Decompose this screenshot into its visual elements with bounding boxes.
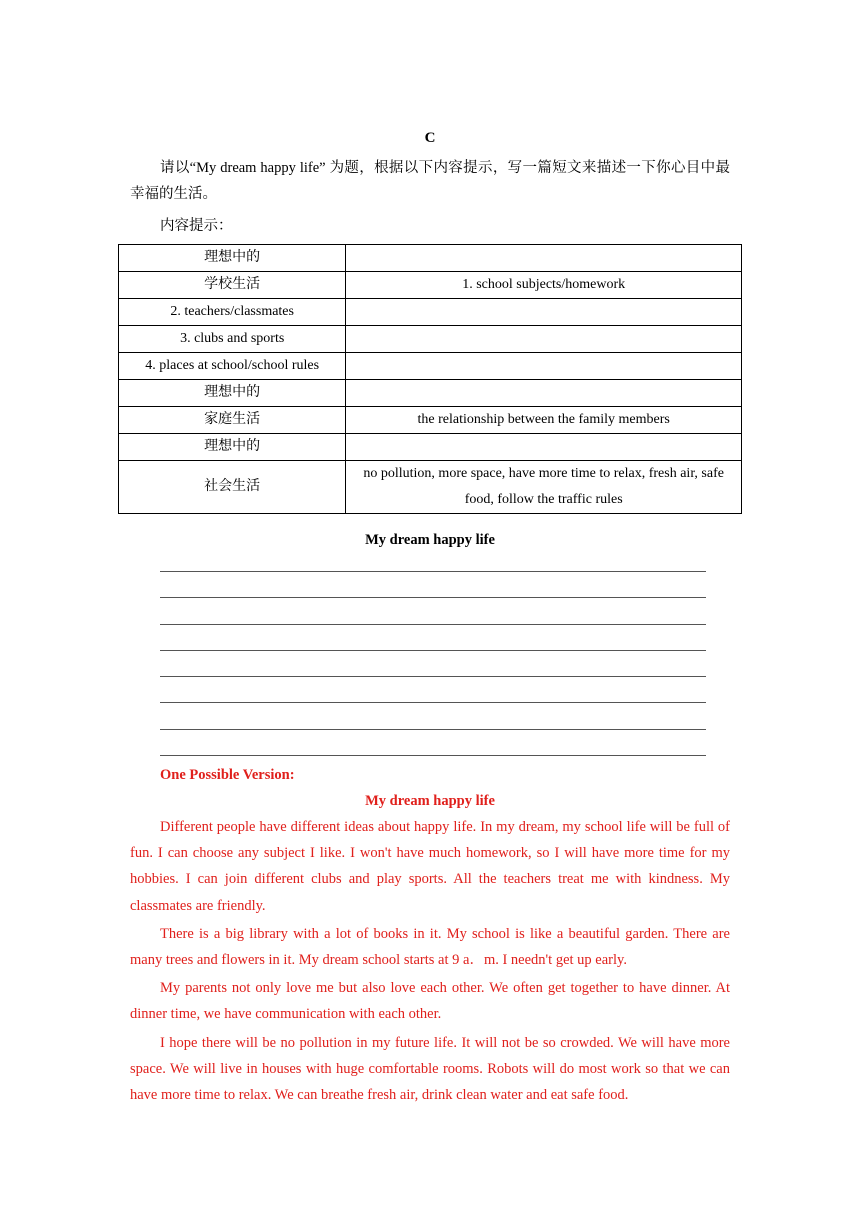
writing-prompt: 请以“My dream happy life” 为题，根据以下内容提示，写一篇短文来描述一下你心目中最幸福的生活。 bbox=[130, 160, 730, 202]
hints-table bbox=[118, 244, 742, 514]
table-cell: 学校生活 bbox=[119, 272, 346, 299]
table-cell bbox=[346, 326, 742, 353]
table-cell: 家庭生活 bbox=[119, 407, 346, 434]
table-cell bbox=[346, 434, 742, 461]
table-cell: 2. teachers/classmates bbox=[119, 299, 346, 326]
writing-line bbox=[160, 702, 706, 703]
writing-lines bbox=[160, 571, 706, 781]
table-row bbox=[119, 407, 742, 434]
table-row bbox=[119, 461, 742, 514]
table-row bbox=[119, 245, 742, 272]
writing-line bbox=[160, 676, 706, 677]
table-row bbox=[119, 353, 742, 380]
table-cell: no pollution, more space, have more time to relax, fresh air, safe food, follow the traffic rules bbox=[346, 461, 742, 514]
writing-line bbox=[160, 597, 706, 598]
answer-paragraph: Different people have different ideas about happy life. In my dream, my school life will be full of fun. I can choose any subject I like. I won't have much homework, so I will have more time for my hobbies. I can join different clubs and play sports. All the teachers treat me with kindness. My classmates are friendly. bbox=[130, 819, 730, 914]
table-cell: 理想中的 bbox=[119, 434, 346, 461]
section-letter: C bbox=[424, 130, 436, 146]
writing-line bbox=[160, 624, 706, 625]
writing-line bbox=[160, 571, 706, 572]
table-row bbox=[119, 299, 742, 326]
table-cell: 4. places at school/school rules bbox=[119, 353, 346, 380]
answer-body bbox=[130, 814, 730, 1110]
table-row bbox=[119, 434, 742, 461]
table-cell bbox=[346, 353, 742, 380]
writing-line bbox=[160, 755, 706, 756]
table-cell bbox=[346, 299, 742, 326]
hint-label: 内容提示： bbox=[160, 218, 233, 234]
table-cell: the relationship between the family members bbox=[346, 407, 742, 434]
answer-heading: One Possible Version: bbox=[160, 767, 295, 783]
table-cell bbox=[346, 245, 742, 272]
table-cell: 社会生活 bbox=[119, 461, 346, 514]
table-cell: 1. school subjects/homework bbox=[346, 272, 742, 299]
answer-paragraph: My parents not only love me but also love each other. We often get together to have dinner. At dinner time, we have communication with each other. bbox=[130, 980, 730, 1023]
writing-line bbox=[160, 650, 706, 651]
table-cell: 理想中的 bbox=[119, 245, 346, 272]
answer-paragraph: There is a big library with a lot of books in it. My school is like a beautiful garden. There are many trees and flowers in it. My dream school starts at 9 a．m. I needn't get up early. bbox=[130, 925, 730, 969]
table-cell: 理想中的 bbox=[119, 380, 346, 407]
table-row bbox=[119, 272, 742, 299]
table-cell: 3. clubs and sports bbox=[119, 326, 346, 353]
table-row bbox=[119, 326, 742, 353]
answer-paragraph: I hope there will be no pollution in my future life. It will not be so crowded. We will have more space. We will live in houses with huge comfortable rooms. Robots will do most work so that we can have more time to relax. We can breathe fresh air, drink clean water and eat safe food. bbox=[130, 1034, 730, 1104]
essay-title: My dream happy life bbox=[365, 532, 495, 548]
writing-line bbox=[160, 729, 706, 730]
table-cell bbox=[346, 380, 742, 407]
table-row bbox=[119, 380, 742, 407]
answer-title: My dream happy life bbox=[365, 793, 495, 809]
